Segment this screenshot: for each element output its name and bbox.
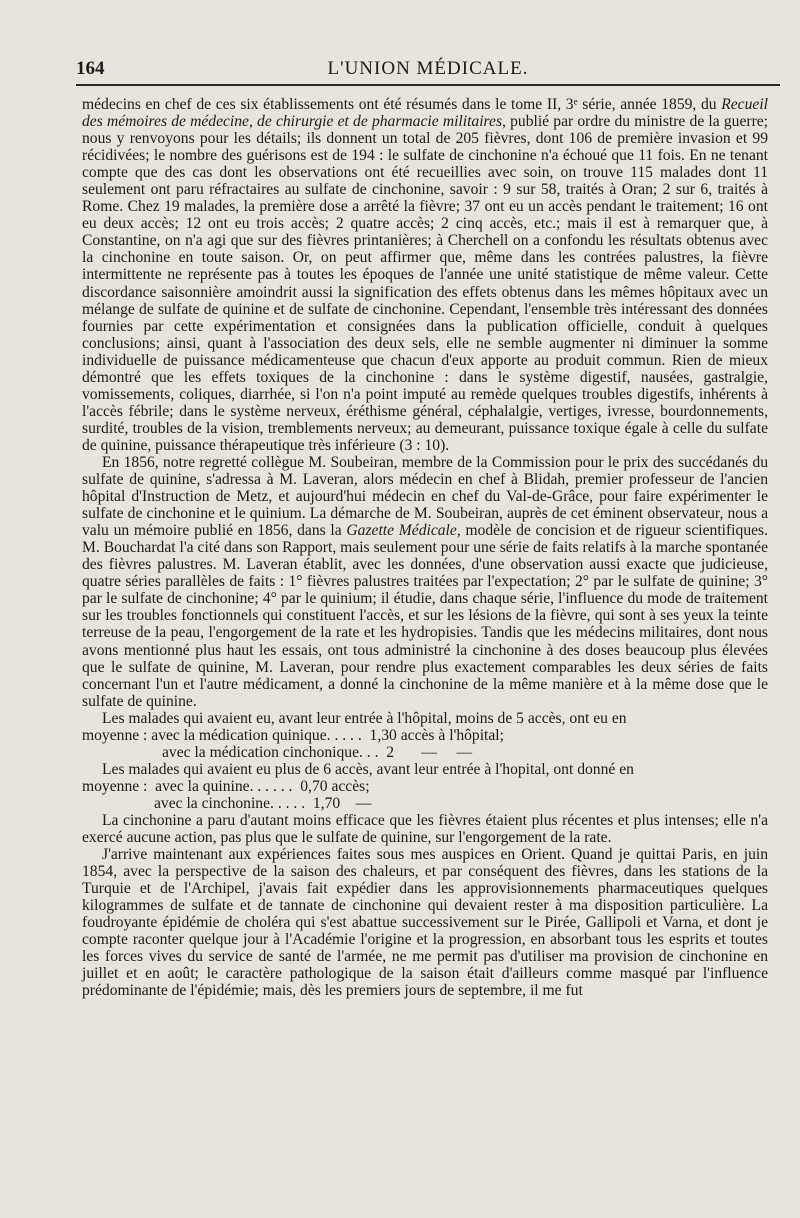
page-number: 164	[76, 58, 105, 79]
stat-line-cinchonine: avec la cinchonine. . . . . 1,70 —	[154, 794, 372, 812]
paragraph-1-text-a: médecins en chef de ces six établissements ont été résumés dans le tome II, 3ᵉ série, année 1859, du	[82, 96, 722, 113]
paragraph-2-text-a: En 1856, notre regretté collègue M. Soubeiran, membre de la Commission pour le prix des succédanés du sulfate de quinine, s'adressa à M. Laveran, alors médecin en chef à Blidah, premier professeur de l'ancien hôpital d'Instruction de Metz, et aujourd'hui médecin en chef du Val-de-Grâce, pour faire expérimenter le sulfate de cinchonine et le quinium. La démarche de M. Soubeiran, auprès de cet éminent observateur, nous a valu un mémoire publié en 1856, dans la	[82, 453, 768, 540]
paragraph-2-text-b: , modèle de concision et de rigueur scientifiques. M. Bouchardat l'a cité dans son Rapport, mais seulement pour une série de faits relatifs à la marche spontanée des fièvres palustres. M. Laveran établit, avec les données, d'une observation aussi exacte que judicieuse, quatre séries parallèles de faits : 1° fièvres palustres traitées par l'expectation; 2° par le sulfate de quinine; 3° par le sulfate de cinchonine; 4° par le quinium; il étudie, dans chaque série, l'influence du mode de traitement sur les troubles fonctionnels qui constituent l'accès, et sur les lésions de la fièvre, qui sont à ses yeux la teinte terreuse de la peau, l'engorgement de la rate et les hydropisies. Tandis que les médecins militaires, dont nous avons mentionné plus haut les essais, ont tous administré la cinchonine à des doses beaucoup plus élevées que le sulfate de quinine, M. Laveran, pour rendre plus exactement comparables les deux séries de faits concernant l'un et l'autre médicament, a donné la cinchonine de la même manière et à la même dose que le sulfate de quinine.	[82, 522, 768, 710]
paragraph-1-text-b: , publié par ordre du ministre de la guerre; nous y renvoyons pour les détails; ils donnent un total de 205 fièvres, dont 106 de première invasion et 99 récidivées; le nombre des guérisons est de 194 : le sulfate de cinchonine n'a échoué que 11 fois. En ne tenant compte que des cas dont les observations ont été recueillies avec soin, on trouve 115 malades dont 11 seulement ont paru réfractaires au sulfate de cinchonine, savoir : 9 sur 58, traités à Oran; 2 sur 6, traités à Rome. Chez 19 malades, la première dose a arrêté la fièvre; 37 ont eu un accès pendant le traitement; 16 ont eu deux accès; 12 ont eu trois accès; 2 quatre accès; 2 cinq accès, etc.; mais il est à remarquer que, à Constantine, on n'a agi que sur des fièvres printanières; à Cherchell on a confondu les résultats obtenus avec la cinchonine en toute saison. Or, on peut affirmer que, même dans les contrées palustres, la fièvre intermittente ne représente pas à toutes les époques de l'année une unité statistique de même valeur. Cette discordance saisonnière amoindrit aussi la signification des effets obtenus dans les mêmes hôpitaux avec un mélange de sulfate de quinine et de sulfate de cinchonine. Cependant, l'ensemble très intéressant des données fournies par cette expérimentation et consignées dans la publication officielle, conduit à quelques conclusions; ainsi, quant à l'association des deux sels, elle ne semble augmenter ni diminuer la somme individuelle de puissance médicamenteuse que chacun d'eux apporte au produit commun. Rien de mieux démontré que les effets toxiques de la cinchonine : dans le système digestif, nausées, gastralgie, vomissements, coliques, diarrhée, si l'on n'a point imputé au remède quelques troubles digestifs, inhérents à l'accès fébrile; dans le système nerveux, éréthisme général, céphalalgie, vertiges, ivresse, bourdonnements, surdité, troubles de la vision, tremblements nerveux; au demeurant, puissance toxique égale à celle du sulfate de quinine, puissance thérapeutique très inférieure (3 : 10).	[82, 113, 769, 454]
paragraph-1	[82, 96, 768, 454]
paragraph-5: J'arrive maintenant aux expériences faites sous mes auspices en Orient. Quand je quittai Paris, en juin 1854, avec la perspective de la saison des chaleurs, et par conséquent des fièvres, dans les stations de la Turquie et de l'Archipel, j'avais fait expédier dans les approvisionnements pharmaceutiques quelques kilogrammes de sulfate et de tannate de cinchonine qui devaient rester à ma disposition particulière. La foudroyante épidémie de choléra qui s'est abattue successivement sur le Pirée, Gallipoli et Varna, et dont je compte raconter quelque jour à l'Académie l'origine et la progression, en absorbant tous les esprits et toutes les forces vives du service de santé de l'armée, ne me permit pas d'utiliser ma provision de cinchonine en juillet et en août; le caractère pathologique de la saison était d'ailleurs comme masqué par l'influence prédominante de l'épidémie; mais, dès les premiers jours de septembre, il me fut	[82, 846, 768, 1000]
paragraph-3-intro-b: Les malades qui avaient eu plus de 6 accès, avant leur entrée à l'hopital, ont donné en	[102, 760, 634, 778]
stat-line-quinine: moyenne : avec la quinine. . . . . . 0,70 accès;	[82, 777, 370, 795]
stat-line-cinchonique: avec la médication cinchonique. . . 2 — —	[162, 743, 473, 761]
page-header	[76, 54, 780, 86]
paragraph-4: La cinchonine a paru d'autant moins efficace que les fièvres étaient plus récentes et plus intenses; elle n'a exercé aucune action, pas plus que le sulfate de quinine, sur l'engorgement de la rate.	[82, 811, 768, 847]
paragraph-2	[82, 454, 768, 710]
stat-line-quinique: moyenne : avec la médication quinique. . . . . 1,30 accès à l'hôpital;	[82, 726, 504, 744]
paragraph-3-intro-a: Les malades qui avaient eu, avant leur entrée à l'hôpital, moins de 5 accès, ont eu en	[102, 709, 627, 727]
journal-title: L'UNION MÉDICALE.	[327, 58, 529, 79]
cited-title-gazette: Gazette Médicale	[346, 522, 457, 540]
cited-title-recueil: Recueil des mémoires de médecine, de chirurgie et de pharmacie militaires	[82, 96, 768, 131]
article-body	[82, 96, 768, 999]
